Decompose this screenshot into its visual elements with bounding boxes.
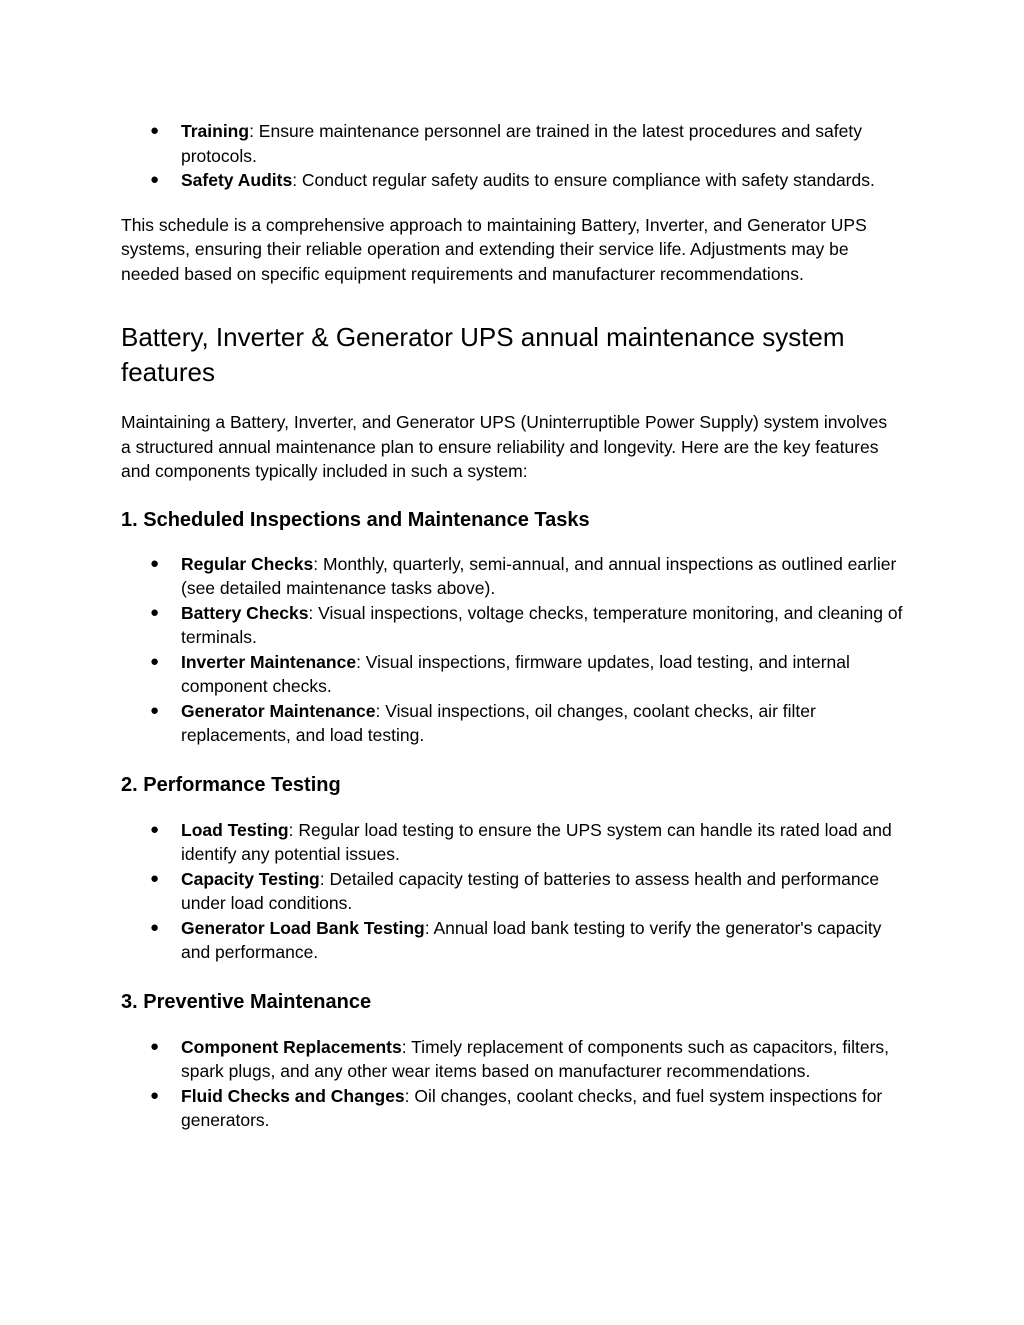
bullet-icon: ● <box>150 1086 160 1104</box>
item-text: : Timely replacement of components such as capacitors, filters, spark plugs, and any other wear items based on manufacturer recommendations. <box>181 1036 890 1081</box>
item-text: : Conduct regular safety audits to ensure compliance with safety standards. <box>292 170 875 190</box>
intro-bullet-list <box>121 119 911 193</box>
item-term: Fluid Checks and Changes <box>181 1085 405 1106</box>
item-term: Generator Load Bank Testing <box>181 917 425 938</box>
item-text: : Visual inspections, voltage checks, temperature monitoring, and cleaning of terminals. <box>181 602 903 647</box>
list-item <box>121 1084 911 1133</box>
item-term: Safety Audits <box>181 170 293 190</box>
list-item <box>121 119 911 168</box>
list-item <box>121 818 911 867</box>
section-intro: Maintaining a Battery, Inverter, and Generator UPS (Uninterruptible Power Supply) system involves a structured annual maintenance plan to ensure reliability and longevity. Here are the key features and components typically included in such a system: <box>121 412 888 481</box>
subsection-list <box>121 552 911 748</box>
bullet-icon: ● <box>150 701 160 719</box>
subsection-heading: 2. Performance Testing <box>121 773 341 796</box>
bullet-icon: ● <box>150 603 160 621</box>
item-term: Generator Maintenance <box>181 700 376 721</box>
item-term: Capacity Testing <box>181 868 320 889</box>
list-item <box>121 916 911 965</box>
item-term: Regular Checks <box>181 553 314 574</box>
bullet-icon: ● <box>150 820 160 838</box>
item-text: : Annual load bank testing to verify the generator's capacity and performance. <box>181 917 882 962</box>
item-text: : Oil changes, coolant checks, and fuel system inspections for generators. <box>181 1085 883 1130</box>
item-text: : Visual inspections, firmware updates, load testing, and internal component checks. <box>181 651 850 696</box>
bullet-icon: ● <box>150 869 160 887</box>
summary-paragraph: This schedule is a comprehensive approach to maintaining Battery, Inverter, and Generator UPS systems, ensuring their reliable operation and extending their service life. Adjustments may be needed based on specific equipment requirements and manufacturer recommendations. <box>121 214 867 284</box>
bullet-icon: ● <box>150 918 160 936</box>
subsection-heading: 3. Preventive Maintenance <box>121 990 372 1013</box>
bullet-icon: ● <box>150 652 160 670</box>
list-item <box>121 867 911 916</box>
list-item <box>121 699 911 748</box>
item-term: Training <box>181 121 250 141</box>
list-item <box>121 601 911 650</box>
subsection-heading: 1. Scheduled Inspections and Maintenance Tasks <box>121 508 590 531</box>
item-text: : Ensure maintenance personnel are trained in the latest procedures and safety protocols. <box>181 121 862 166</box>
list-item <box>121 1035 911 1084</box>
document-page <box>121 119 911 1133</box>
item-term: Battery Checks <box>181 602 309 623</box>
subsection-list <box>121 818 911 965</box>
item-term: Component Replacements <box>181 1036 402 1057</box>
list-item <box>121 552 911 601</box>
item-text: : Visual inspections, oil changes, coolant checks, air filter replacements, and load testing. <box>181 700 816 745</box>
section-title: Battery, Inverter & Generator UPS annual maintenance system features <box>121 322 845 387</box>
item-text: : Regular load testing to ensure the UPS system can handle its rated load and identify any potential issues. <box>181 819 892 864</box>
bullet-icon: ● <box>150 171 160 188</box>
item-term: Load Testing <box>181 819 289 840</box>
bullet-icon: ● <box>150 554 160 572</box>
item-term: Inverter Maintenance <box>181 651 357 672</box>
list-item <box>121 650 911 699</box>
bullet-icon: ● <box>150 122 160 139</box>
subsection-list <box>121 1035 911 1133</box>
item-text: : Detailed capacity testing of batteries to assess health and performance under load conditions. <box>181 868 880 913</box>
bullet-icon: ● <box>150 1037 160 1055</box>
item-text: : Monthly, quarterly, semi-annual, and annual inspections as outlined earlier (see detailed maintenance tasks above). <box>181 553 897 598</box>
list-item <box>121 168 911 193</box>
